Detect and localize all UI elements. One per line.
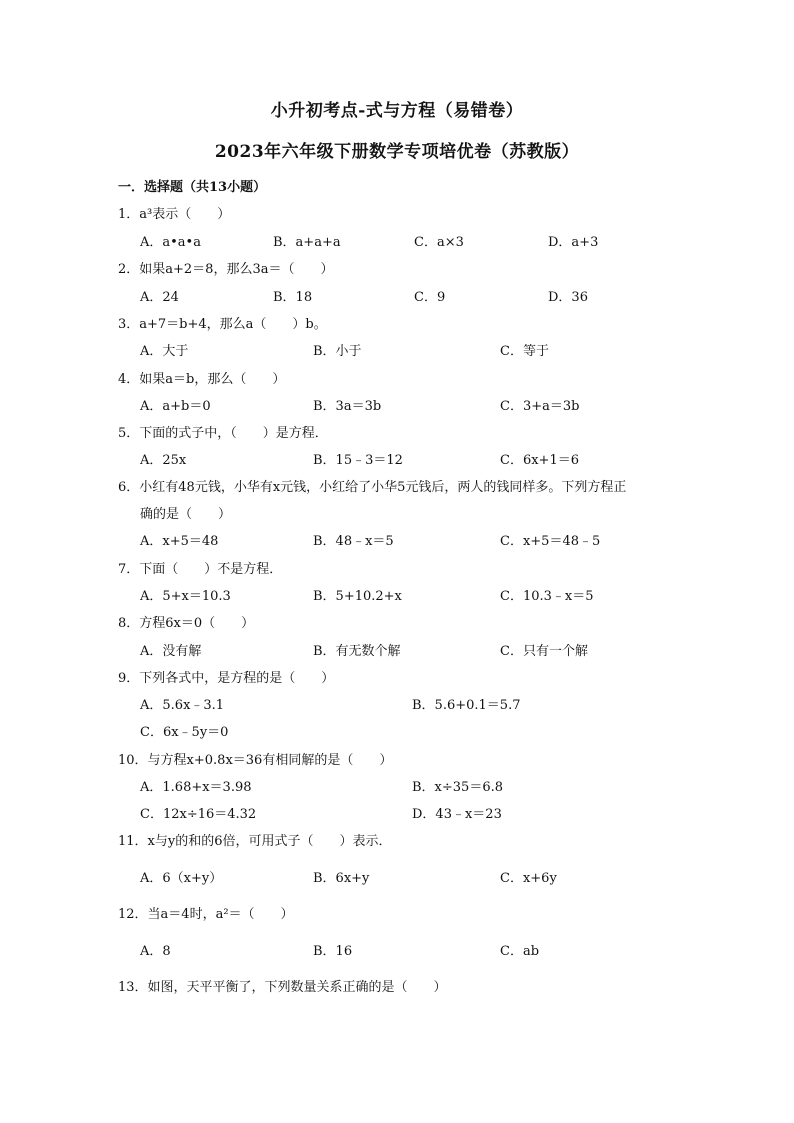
question-1-option-b: B．a+a+a (273, 235, 341, 250)
question-1-option-d: D．a+3 (548, 235, 599, 250)
question-11-option-b: B．6x+y (313, 871, 370, 886)
question-4-option-b: B．3a＝3b (313, 399, 382, 414)
question-5-option-a: A．25x (140, 453, 187, 468)
question-2-option-c: C．9 (414, 290, 446, 305)
question-6-option-c: C．x+5＝48﹣5 (500, 534, 601, 549)
question-9-option-b: B．5.6+0.1＝5.7 (412, 698, 521, 713)
question-7-stem: 7．下面（ ）不是方程． (118, 562, 283, 577)
question-13-stem: 13．如图，天平平衡了，下列数量关系正确的是（ ） (118, 980, 447, 995)
question-5-stem: 5．下面的式子中，（ ）是方程． (118, 426, 328, 441)
question-3-option-c: C．等于 (500, 344, 549, 359)
question-7-option-c: C．10.3﹣x＝5 (500, 589, 594, 604)
question-8-option-b: B．有无数个解 (313, 644, 401, 659)
question-6-stem: 6．小红有48元钱，小华有x元钱，小红给了小华5元钱后，两人的钱同样多。下列方程正 (118, 480, 627, 495)
question-9-option-a: A．5.6x﹣3.1 (140, 698, 225, 713)
question-11-option-a: A．6（x+y） (140, 871, 223, 886)
question-4-option-a: A．a+b＝0 (140, 399, 211, 414)
question-11-stem: 11．x与y的和的6倍，可用式子（ ）表示． (118, 834, 392, 849)
question-2-stem: 2．如果a+2＝8，那么3a＝（ ） (118, 262, 334, 277)
question-6-stem-continued: 确的是（ ） (140, 507, 232, 522)
question-1-option-c: C．a×3 (414, 235, 464, 250)
question-1-stem: 1．a³表示（ ） (118, 207, 231, 222)
question-3-option-a: A．大于 (140, 344, 189, 359)
question-12-option-a: A．8 (140, 944, 171, 959)
question-5-option-b: B．15﹣3＝12 (313, 453, 403, 468)
question-2-option-d: D．36 (548, 290, 588, 305)
question-12-option-c: C．ab (500, 944, 540, 959)
question-10-option-a: A．1.68+x＝3.98 (140, 780, 252, 795)
document-title: 小升初考点-式与方程（易错卷） (270, 101, 524, 121)
question-10-stem: 10．与方程x+0.8x＝36有相同解的是（ ） (118, 753, 393, 768)
question-4-option-c: C．3+a＝3b (500, 399, 580, 414)
question-4-stem: 4．如果a＝b，那么（ ） (118, 372, 286, 387)
question-9-stem: 9．下列各式中，是方程的是（ ） (118, 671, 335, 686)
question-6-option-b: B．48﹣x＝5 (313, 534, 394, 549)
question-11-option-c: C．x+6y (500, 871, 557, 886)
section-heading: 一．选择题（共13小题） (118, 180, 267, 195)
question-1-option-a: A．a•a•a (140, 235, 201, 250)
question-10-option-c: C．12x÷16＝4.32 (140, 807, 257, 822)
question-7-option-b: B．5+10.2+x (313, 589, 402, 604)
question-10-option-d: D．43﹣x＝23 (412, 807, 502, 822)
question-12-option-b: B．16 (313, 944, 353, 959)
question-3-option-b: B．小于 (313, 344, 362, 359)
question-8-option-a: A．没有解 (140, 644, 202, 659)
question-2-option-b: B．18 (273, 290, 313, 305)
question-6-option-a: A．x+5＝48 (140, 534, 219, 549)
document-subtitle: 2023年六年级下册数学专项培优卷（苏教版） (214, 142, 580, 162)
question-12-stem: 12．当a＝4时，a²＝（ ） (118, 907, 294, 922)
question-3-stem: 3．a+7＝b+4，那么a（ ）b。 (118, 317, 327, 332)
question-8-stem: 8．方程6x＝0（ ） (118, 616, 255, 631)
question-2-option-a: A．24 (140, 290, 179, 305)
question-10-option-b: B．x÷35＝6.8 (412, 780, 503, 795)
question-5-option-c: C．6x+1＝6 (500, 453, 579, 468)
question-8-option-c: C．只有一个解 (500, 644, 588, 659)
question-9-option-c: C．6x﹣5y＝0 (140, 725, 229, 740)
question-7-option-a: A．5+x＝10.3 (140, 589, 231, 604)
